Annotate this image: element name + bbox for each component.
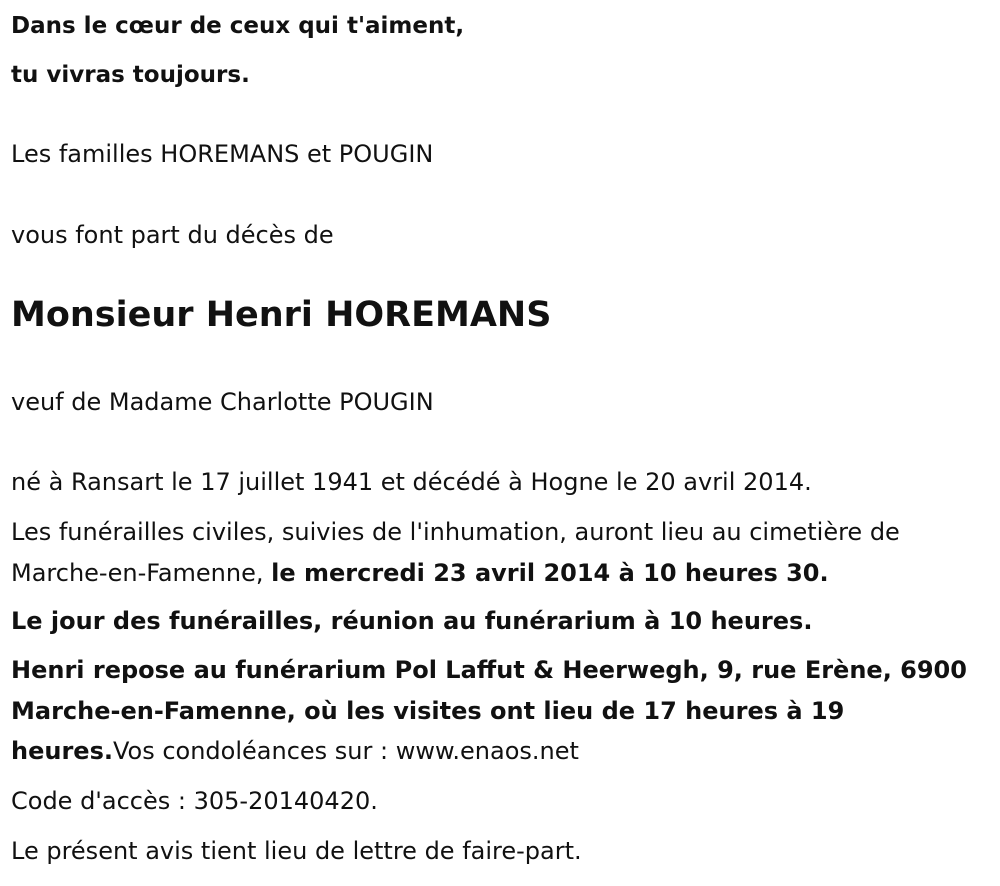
meeting-line: Le jour des funérailles, réunion au funérarium à 10 heures.	[11, 607, 813, 635]
rest-hours-end: heures.	[11, 737, 113, 765]
epigraph-line-2: tu vivras toujours.	[11, 62, 250, 88]
funeral-line-2	[11, 553, 829, 593]
closing-line: Le présent avis tient lieu de lettre de faire-part.	[11, 837, 582, 865]
families-line: Les familles HOREMANS et POUGIN	[11, 140, 434, 168]
rest-line-3	[11, 731, 579, 771]
epigraph-line-1: Dans le cœur de ceux qui t'aiment,	[11, 13, 465, 39]
funeral-line-1: Les funérailles civiles, suivies de l'inhumation, auront lieu au cimetière de	[11, 518, 900, 546]
rest-line-1: Henri repose au funérarium Pol Laffut & Heerwegh, 9, rue Erène, 6900	[11, 656, 967, 684]
access-code-line: Code d'accès : 305-20140420.	[11, 787, 378, 815]
birth-death-line: né à Ransart le 17 juillet 1941 et décédé à Hogne le 20 avril 2014.	[11, 468, 812, 496]
deceased-name: Monsieur Henri HOREMANS	[11, 295, 552, 335]
condolences-text: Vos condoléances sur : www.enaos.net	[112, 737, 579, 765]
rest-line-2: Marche-en-Famenne, où les visites ont lieu de 17 heures à 19	[11, 697, 845, 725]
announce-line: vous font part du décès de	[11, 221, 334, 249]
widower-line: veuf de Madame Charlotte POUGIN	[11, 388, 434, 416]
funeral-place: Marche-en-Famenne,	[11, 559, 272, 587]
funeral-datetime: le mercredi 23 avril 2014 à 10 heures 30.	[271, 559, 829, 587]
